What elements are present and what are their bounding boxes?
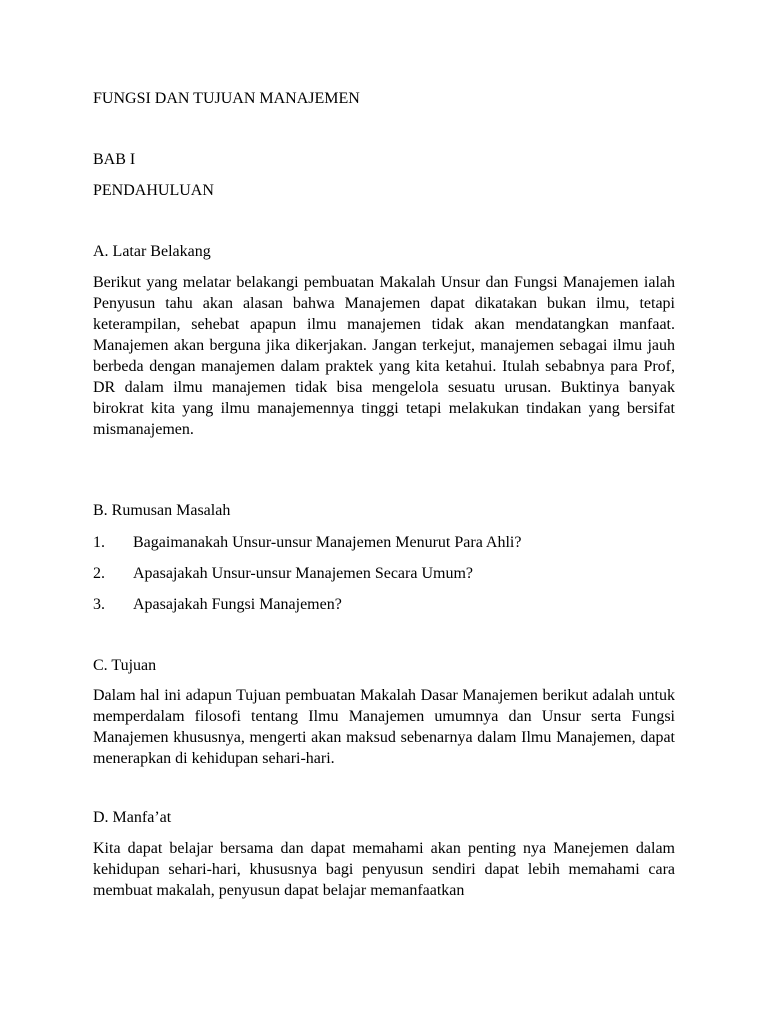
list-item-text: Apasajakah Unsur-unsur Manajemen Secara Umum? [133,565,474,582]
chapter-title: PENDAHULUAN [93,182,214,199]
section-c-paragraph: Dalam hal ini adapun Tujuan pembuatan Makalah Dasar Manajemen berikut adalah untuk memperdalam filosofi tentang Ilmu Manajemen umumnya dan Unsur serta Fungsi Manajemen khususnya, mengerti akan maksud sebenarnya dalam Ilmu Manajemen, dapat menerapkan di kehidupan sehari-hari. [93,687,675,767]
list-item-number: 2. [93,565,105,582]
list-item-text: Bagaimanakah Unsur-unsur Manajemen Menurut Para Ahli? [133,534,522,551]
section-c-heading: C. Tujuan [93,657,157,674]
list-item-text: Apasajakah Fungsi Manajemen? [133,596,342,613]
list-item-number: 1. [93,534,105,551]
list-item [93,594,675,615]
list-item [93,532,675,553]
chapter-number: BAB I [93,151,136,168]
section-a-paragraph: Berikut yang melatar belakangi pembuatan Makalah Unsur dan Fungsi Manajemen ialah Penyusun tahu akan alasan bahwa Manajemen dapat dikatakan bukan ilmu, tetapi keterampilan, sehebat apapun ilmu manajemen tidak akan mendatangkan manfaat. Manajemen akan berguna jika dikerjakan. Jangan terkejut, manajemen sebagai ilmu jauh berbeda dengan manajemen dalam praktek yang kita ketahui. Itulah sebabnya para Prof, DR dalam ilmu manajemen tidak bisa mengelola sesuatu urusan. Buktinya banyak birokrat kita yang ilmu manajemennya tinggi tetapi melakukan tindakan yang bersifat mismanajemen. [93,274,675,438]
section-a-heading: A. Latar Belakang [93,243,211,260]
section-b-heading: B. Rumusan Masalah [93,502,231,519]
list-item-number: 3. [93,596,105,613]
list-item [93,563,675,584]
section-d-heading: D. Manfa’at [93,809,172,826]
section-d-paragraph: Kita dapat belajar bersama dan dapat memahami akan penting nya Manejemen dalam kehidupan sehari-hari, khususnya bagi penyusun sendiri dapat lebih memahami cara membuat makalah, penyusun dapat belajar memanfaatkan [93,840,675,899]
document-title: FUNGSI DAN TUJUAN MANAJEMEN [93,90,360,107]
